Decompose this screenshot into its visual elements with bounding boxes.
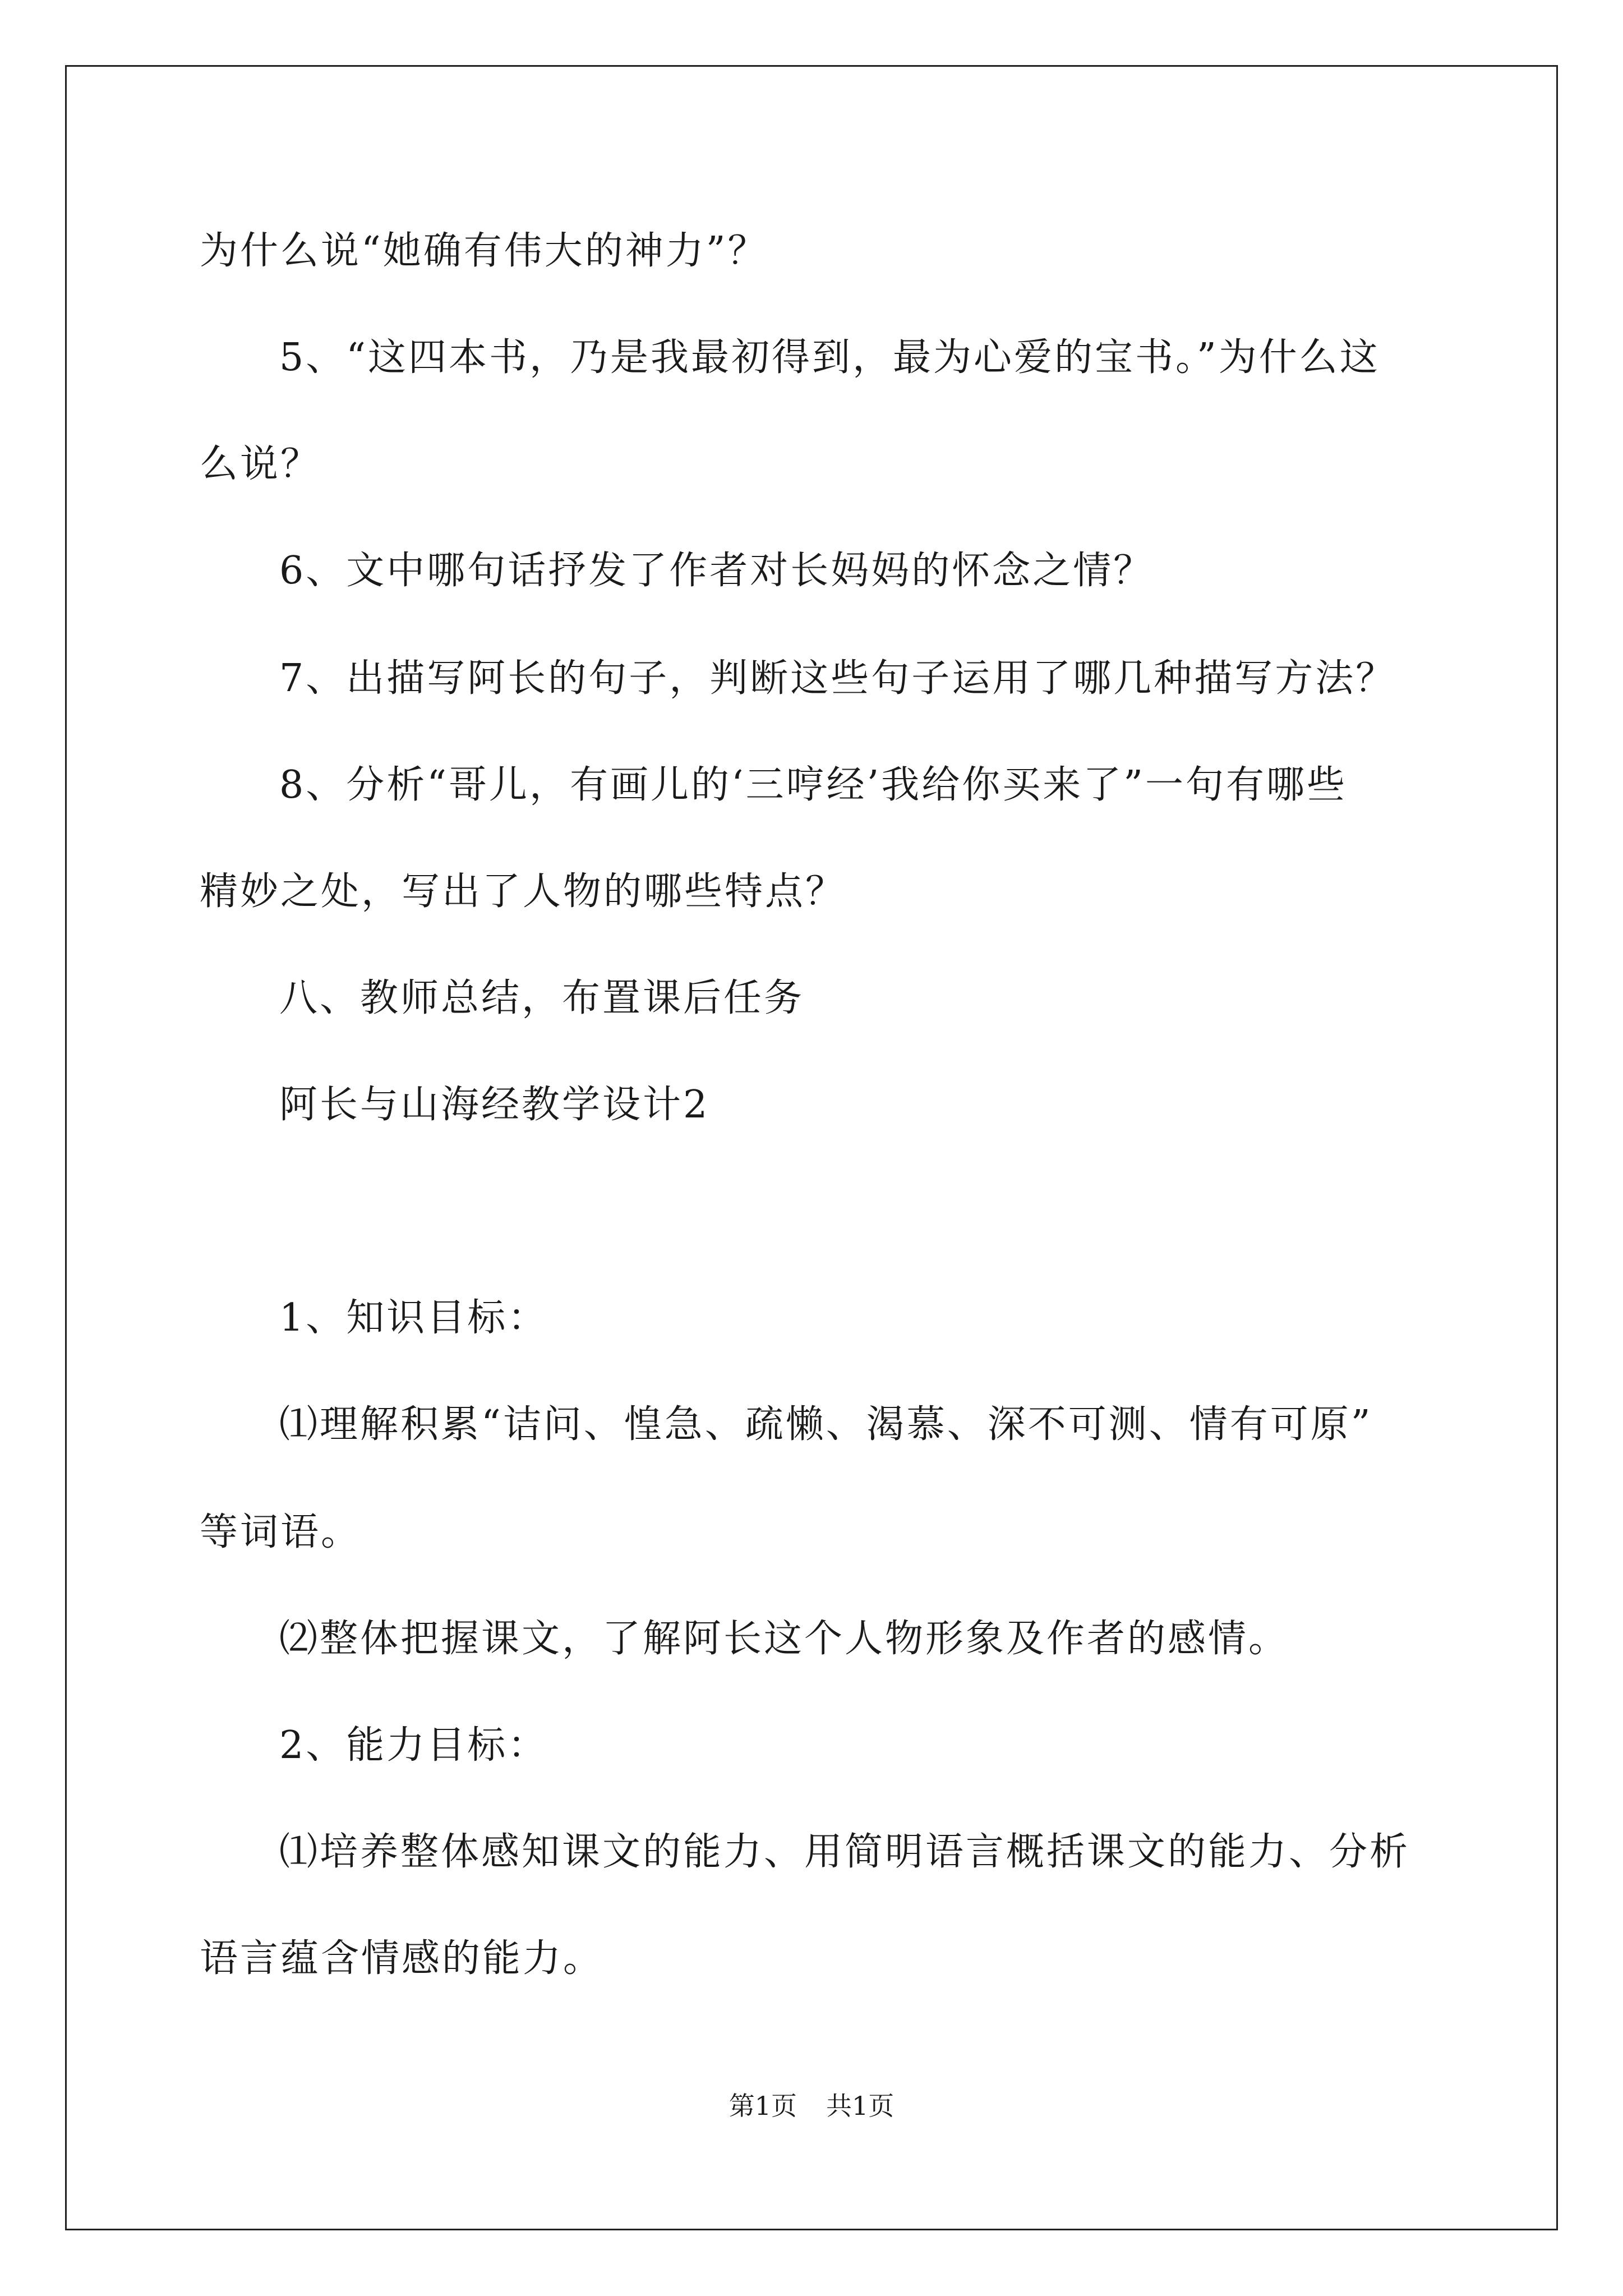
page-total: 共1页 bbox=[826, 2091, 895, 2121]
text-line: ⑴培养整体感知课文的能力、用简明语言概括课文的能力、分析 bbox=[279, 1830, 1410, 1874]
page-border bbox=[65, 65, 1558, 2230]
text-line: ⑴理解积累“诘问、惶急、疏懒、渴慕、深不可测、情有可原” bbox=[279, 1402, 1373, 1447]
page-number: 第1页 bbox=[728, 2091, 797, 2121]
text-line: 7、出描写阿长的句子，判断这些句子运用了哪几种描写方法？ bbox=[279, 656, 1396, 701]
text-line: 等词语。 bbox=[200, 1510, 362, 1554]
text-line: 1、知识目标： bbox=[279, 1296, 548, 1340]
page-footer bbox=[0, 2091, 1623, 2121]
text-line: 么说？ bbox=[200, 442, 321, 486]
text-line: 精妙之处，写出了人物的哪些特点？ bbox=[200, 869, 846, 914]
section-heading: 阿长与山海经教学设计2 bbox=[279, 1083, 710, 1127]
text-line: 为什么说“她确有伟大的神力”？ bbox=[200, 229, 768, 273]
text-line: 语言蕴含情感的能力。 bbox=[200, 1936, 604, 1981]
text-line: 6、文中哪句话抒发了作者对长妈妈的怀念之情？ bbox=[279, 549, 1154, 593]
section-heading: 八、教师总结，布置课后任务 bbox=[279, 976, 805, 1020]
text-line: 5、“这四本书，乃是我最初得到，最为心爱的宝书。”为什么这 bbox=[279, 335, 1380, 380]
text-line: ⑵整体把握课文，了解阿长这个人物形象及作者的感情。 bbox=[279, 1617, 1289, 1661]
text-line: 2、能力目标： bbox=[279, 1723, 548, 1768]
text-line: 8、分析“哥儿，有画儿的‘三哼经’我给你买来了”一句有哪些 bbox=[279, 763, 1348, 807]
